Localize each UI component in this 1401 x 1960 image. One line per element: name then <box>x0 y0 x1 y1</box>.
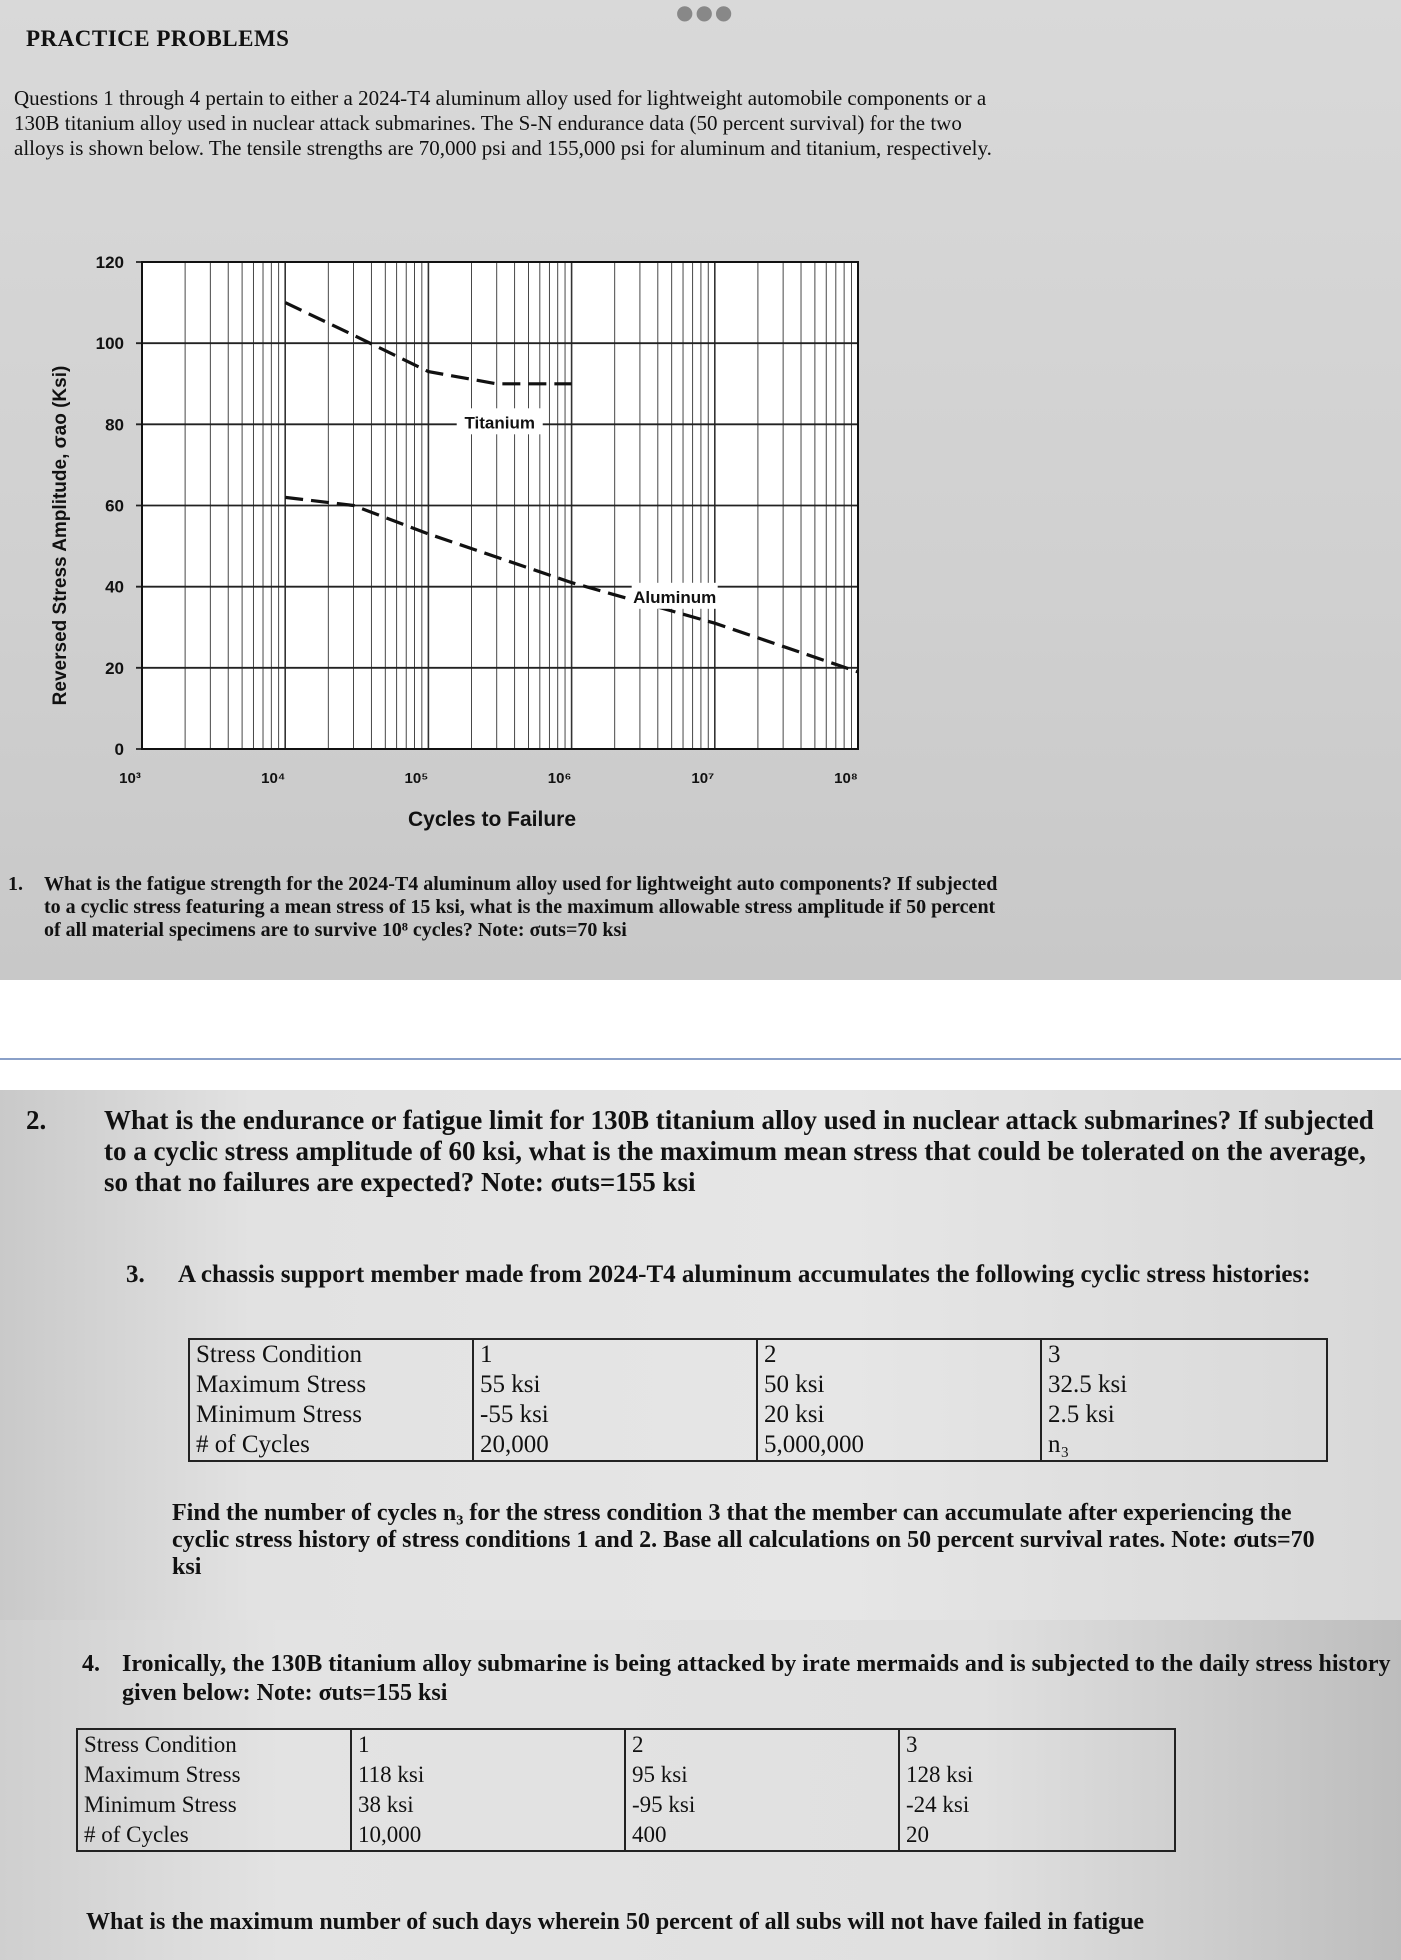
question-1-text: What is the fatigue strength for the 2024-T4 aluminum alloy used for lightweight auto components? If subjected to a cyclic stress featuring a mean stress of 15 ksi, what is the maximum allowable stress amplitude if 50 percent of all material specimens are to survive 10⁸ cycles? Note: σuts=70 ksi <box>44 873 998 941</box>
table-row <box>189 1430 1327 1461</box>
y-tick-label: 20 <box>105 658 124 678</box>
y-tick-label: 80 <box>105 415 124 435</box>
x-tick-label: 10⁴ <box>261 770 286 787</box>
question-3-find: Find the number of cycles n₃ for the stress condition 3 that the member can accumulate after experiencing the cyclic stress history of stress conditions 1 and 2. Base all calculations on 50 percent survival rates. Note: σuts=70 ksi <box>172 1500 1315 1580</box>
table-cell: 128 ksi <box>899 1760 1175 1790</box>
y-tick-label: 60 <box>105 496 124 516</box>
table-cell: -24 ksi <box>899 1790 1175 1820</box>
intro-paragraph: Questions 1 through 4 pertain to either a 2024-T4 aluminum alloy used for lightweight automobile components or a 130B titanium alloy used in nuclear attack submarines. The S-N endurance data (50 percent survival) for the two alloys is shown below. The tensile strengths are 70,000 psi and 155,000 psi for aluminum and titanium, respectively. <box>14 86 992 160</box>
table-row <box>77 1790 1175 1820</box>
question-4-number: 4. <box>82 1651 100 1677</box>
table-cell: 1 <box>473 1339 757 1370</box>
chart-grid <box>136 262 858 749</box>
table-cell: 10,000 <box>351 1820 625 1851</box>
table-cell: 2 <box>757 1339 1041 1370</box>
x-tick-label: 10⁵ <box>404 770 429 787</box>
table-cell: -55 ksi <box>473 1400 757 1430</box>
table-cell: Minimum Stress <box>189 1400 473 1430</box>
table-cell: 2.5 ksi <box>1041 1400 1327 1430</box>
question-3-text: A chassis support member made from 2024-T4 aluminum accumulates the following cyclic stress histories: <box>178 1261 1311 1288</box>
table-cell: Stress Condition <box>77 1729 351 1760</box>
table-cell: 55 ksi <box>473 1370 757 1400</box>
page-divider <box>0 1058 1401 1060</box>
table-cell: 118 ksi <box>351 1760 625 1790</box>
stress-table-q4 <box>76 1728 1176 1852</box>
y-tick-label: 0 <box>114 740 124 759</box>
table-row <box>77 1820 1175 1851</box>
table-cell: 2 <box>625 1729 899 1760</box>
y-axis-label: Reversed Stress Amplitude, σao (Ksi) <box>50 365 71 706</box>
table-cell: 20,000 <box>473 1430 757 1461</box>
y-tick-label: 100 <box>95 334 124 354</box>
table-row <box>77 1729 1175 1760</box>
table-cell: # of Cycles <box>77 1820 351 1851</box>
table-cell: 20 ksi <box>757 1400 1041 1430</box>
table-cell: Maximum Stress <box>77 1760 351 1790</box>
question-1-number: 1. <box>8 873 23 895</box>
table-cell: 32.5 ksi <box>1041 1370 1327 1400</box>
table-cell: 38 ksi <box>351 1790 625 1820</box>
table-cell: 95 ksi <box>625 1760 899 1790</box>
table-cell: 5,000,000 <box>757 1430 1041 1461</box>
question-3-number: 3. <box>126 1261 145 1288</box>
table-row <box>189 1339 1327 1370</box>
question-4-text: Ironically, the 130B titanium alloy submarine is being attacked by irate mermaids and is subjected to the daily stress history given below: Note: σuts=155 ksi <box>122 1651 1391 1706</box>
x-tick-label: 10⁶ <box>547 770 572 787</box>
table-row <box>189 1400 1327 1430</box>
x-tick-label: 10³ <box>119 770 141 787</box>
section-title: PRACTICE PROBLEMS <box>26 26 290 51</box>
table-row <box>77 1760 1175 1790</box>
table-cell: Maximum Stress <box>189 1370 473 1400</box>
table-cell: 20 <box>899 1820 1175 1851</box>
x-tick-label: 10⁷ <box>691 770 715 787</box>
y-tick-label: 40 <box>105 577 124 597</box>
series-label: Aluminum <box>633 587 717 607</box>
table-row <box>189 1370 1327 1400</box>
table-cell: Stress Condition <box>189 1339 473 1370</box>
x-axis-label: Cycles to Failure <box>407 808 577 831</box>
question-4-final: What is the maximum number of such days wherein 50 percent of all subs will not have failed in fatigue <box>86 1909 1145 1935</box>
stress-table-q3 <box>188 1338 1328 1462</box>
table-cell: 3 <box>899 1729 1175 1760</box>
table-cell: n₃ <box>1041 1430 1327 1461</box>
question-2-text: What is the endurance or fatigue limit for 130B titanium alloy used in nuclear attack submarines? If subjected to a cyclic stress amplitude of 60 ksi, what is the maximum mean stress that could be tolerated on the average, so that no failures are expected? Note: σuts=155 ksi <box>104 1105 1374 1197</box>
more-icon[interactable]: ●●● <box>676 0 735 24</box>
table-cell: 1 <box>351 1729 625 1760</box>
series-label: Titanium <box>464 413 535 433</box>
table-cell: # of Cycles <box>189 1430 473 1461</box>
x-tick-label: 10⁸ <box>834 770 858 787</box>
sn-chart <box>40 240 870 845</box>
question-2-number: 2. <box>26 1105 47 1135</box>
sn-chart-svg <box>40 240 870 840</box>
y-tick-label: 120 <box>95 253 124 272</box>
table-cell: Minimum Stress <box>77 1790 351 1820</box>
table-cell: -95 ksi <box>625 1790 899 1820</box>
table-cell: 50 ksi <box>757 1370 1041 1400</box>
table-cell: 400 <box>625 1820 899 1851</box>
table-cell: 3 <box>1041 1339 1327 1370</box>
